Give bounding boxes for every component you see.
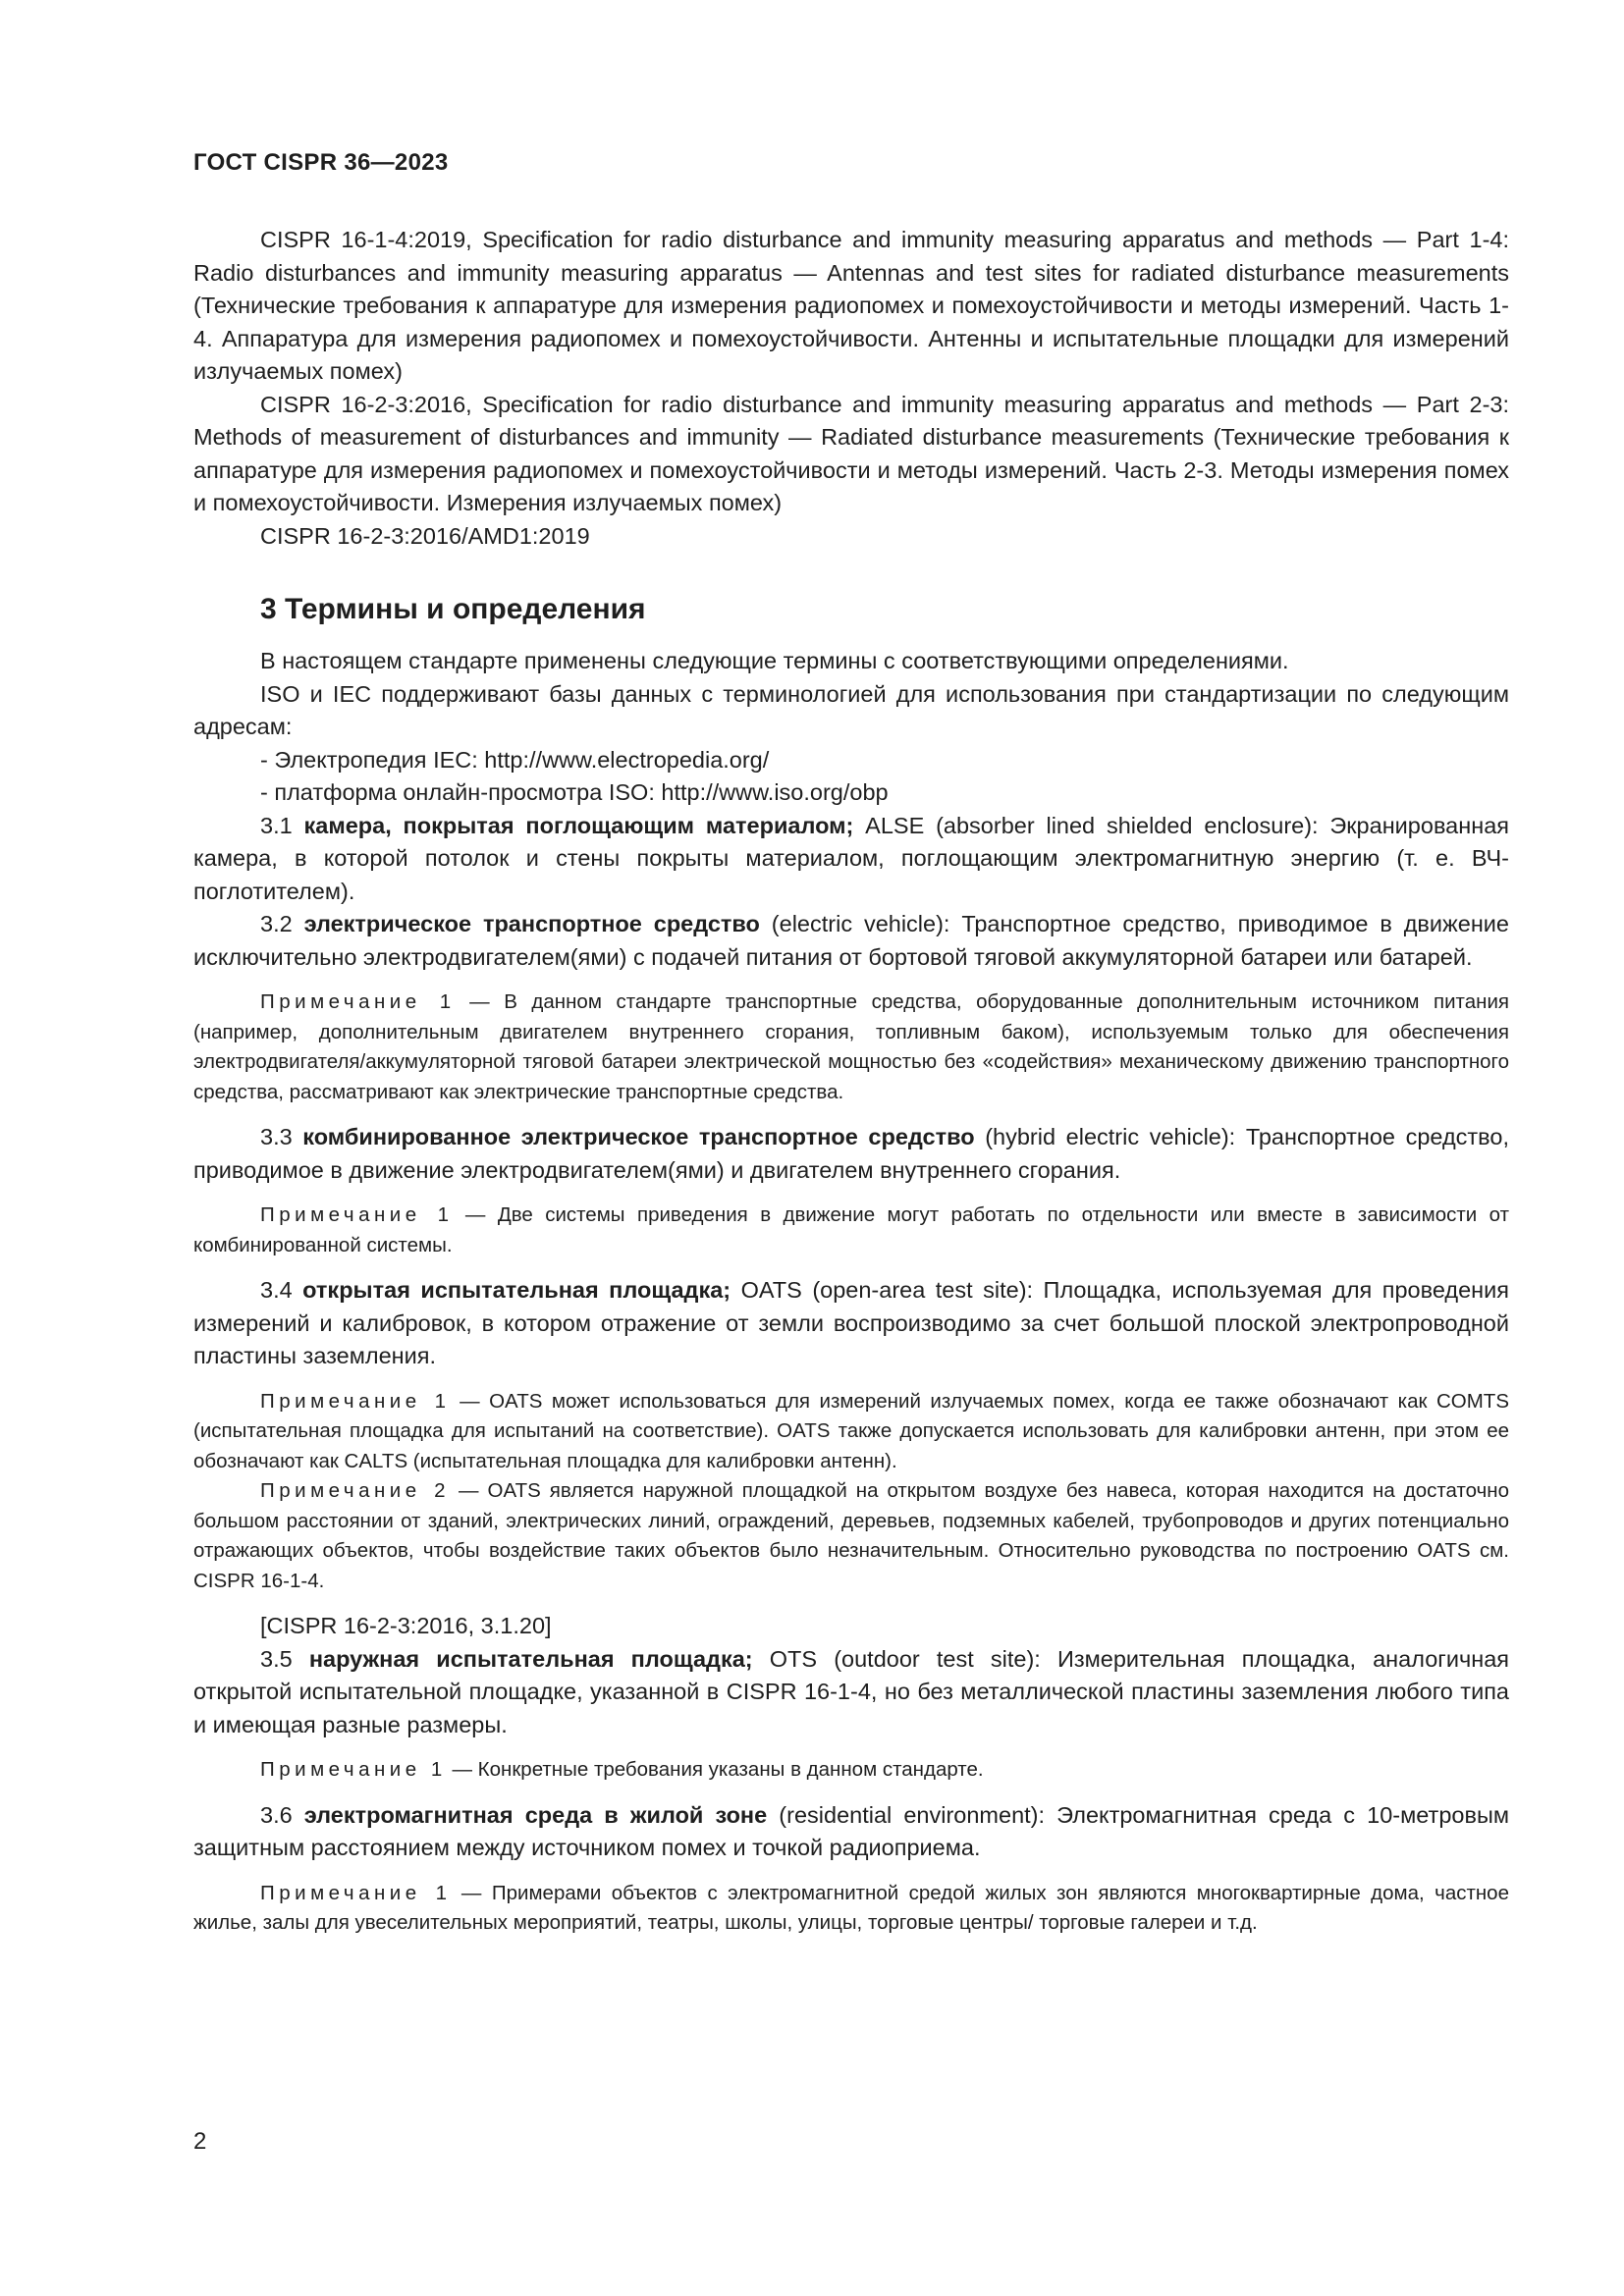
note-text: — Конкретные требования указаны в данном стандарте. — [446, 1758, 984, 1781]
term-number: 3.4 — [260, 1277, 303, 1303]
note-label: Примечание 1 — [260, 1758, 447, 1781]
page-content — [193, 224, 1509, 1939]
reference-cispr-16-2-3: CISPR 16-2-3:2016, Specification for radio disturbance and immunity measuring apparatus and methods — Part 2-3: Methods of measurement of disturbances and immunity — Radiated disturbance measurements (Технические требования к аппаратуре для измерения радиопомех и помехоустойчивости и методы измерений. Часть 2-3. Методы измерения помех и помехоустойчивости. Измерения излучаемых помех) — [193, 391, 1509, 515]
note-text: — Две системы приведения в движение могут работать по отдельности или вместе в зависимости от комбинированной системы. — [193, 1203, 1509, 1256]
term-name: электрическое транспортное средство — [303, 911, 760, 936]
note-label: Примечание 2 — [260, 1479, 451, 1502]
term-3-6 — [193, 1799, 1509, 1865]
note-text: — OATS является наружной площадкой на открытом воздухе без навеса, которая находится на достаточно большом расстоянии от зданий, электрических линий, ограждений, деревьев, подземных кабелей, трубопроводов и других потенциально отражающих объектов, чтобы воздействие таких объектов было незначительным. Относительно руководства по построению OATS см. CISPR 16-1-4. — [193, 1479, 1509, 1592]
term-number: 3.1 — [260, 812, 304, 838]
note-text: — В данном стандарте транспортные средства, оборудованные дополнительным источником питания (например, дополнительным двигателем внутреннего сгорания, топливным баком), используемым только для обеспечения электродвигателя/аккумуляторной тяговой батареи электрической мощностью без «содействия» механическому движению транспортного средства, рассматривают как электрические транспортные средства. — [193, 990, 1509, 1103]
term-number: 3.3 — [260, 1124, 303, 1149]
term-3-4-source: [CISPR 16-2-3:2016, 3.1.20] — [260, 1613, 552, 1638]
section-title: 3 Термины и определения — [260, 593, 646, 625]
term-name: электромагнитная среда в жилой зоне — [303, 1801, 768, 1828]
note-text: — OATS может использоваться для измерений излучаемых помех, когда ее также обозначают как COMTS (испытательная площадка для испытаний на соответствие). OATS также допускается использовать для калибровки антенн, при этом ее обозначают как CALTS (испытательная площадка для калибровки антенн). — [193, 1389, 1509, 1472]
term-definition: OTS (outdoor test site): Измерительная площадка, аналогичная открытой испытательной площадке, указанной в CISPR 16-1-4, но без металлической пластины заземления любого типа и имеющая разные размеры. — [193, 1645, 1509, 1737]
section-intro-link-iso-obp: - платформа онлайн-просмотра ISO: http://www.iso.org/obp — [260, 779, 889, 805]
term-number: 3.5 — [260, 1645, 309, 1672]
section-intro-databases: ISO и IEC поддерживают базы данных с терминологией для использования при стандартизации по следующим адресам: — [193, 680, 1509, 739]
note-label: Примечание 1 — [260, 1203, 454, 1226]
note-label: Примечание 1 — [260, 1389, 451, 1413]
section-intro-link-electropedia: - Электропедия IEC: http://www.electropedia.org/ — [260, 746, 770, 773]
term-definition: (hybrid electric vehicle): Транспортное средство, приводимое в движение электродвигателем(ями) и двигателем внутреннего сгорания. — [193, 1124, 1509, 1183]
term-definition: OATS (open-area test site): Площадка, используемая для проведения измерений и калибровок, в котором отражение от земли воспроизводимо за счет большой плоской электропроводной пластины заземления. — [193, 1277, 1509, 1368]
term-3-6-note-1 — [193, 1879, 1509, 1939]
note-label: Примечание 1 — [260, 990, 456, 1013]
reference-cispr-16-2-3-amd1: CISPR 16-2-3:2016/AMD1:2019 — [260, 522, 590, 549]
term-3-3 — [193, 1121, 1509, 1187]
term-3-4-note-2 — [193, 1476, 1509, 1596]
term-3-3-note-1 — [193, 1201, 1509, 1260]
note-text: — Примерами объектов с электромагнитной средой жилых зон являются многоквартирные дома, частное жилье, залы для увеселительных мероприятий, театры, школы, улицы, торговые центры/ торговые галереи и т.д. — [193, 1881, 1509, 1934]
section-intro: В настоящем стандарте применены следующие термины с соответствующими определениями. — [260, 648, 1289, 673]
term-name: камера, покрытая поглощающим материалом; — [303, 812, 854, 838]
term-3-2-note-1 — [193, 988, 1509, 1107]
term-name: комбинированное электрическое транспортное средство — [302, 1124, 975, 1149]
reference-cispr-16-1-4: CISPR 16-1-4:2019, Specification for radio disturbance and immunity measuring apparatus and methods — Part 1-4: Radio disturbances and immunity measuring apparatus — Antennas and test sites for radiated disturbance measurements (Технические требования к аппаратуре для измерения радиопомех и помехоустойчивости и методы измерений. Часть 1-4. Аппаратура для измерения радиопомех и помехоустойчивости. Антенны и испытательные площадки для измерений излучаемых помех) — [193, 227, 1509, 384]
term-name: открытая испытательная площадка; — [302, 1277, 731, 1303]
term-name: наружная испытательная площадка; — [308, 1645, 753, 1672]
term-3-5 — [193, 1643, 1509, 1742]
term-3-1 — [193, 810, 1509, 909]
term-3-4-note-1 — [193, 1387, 1509, 1477]
page-number: 2 — [193, 2128, 207, 2155]
note-label: Примечание 1 — [260, 1881, 452, 1904]
term-definition: (residential environment): Электромагнитная среда с 10-метровым защитным расстоянием между источником помех и точкой радиоприема. — [193, 1801, 1509, 1860]
term-definition: ALSE (absorber lined shielded enclosure): Экранированная камера, в которой потолок и стены покрыты материалом, поглощающим электромагнитную энергию (т. е. ВЧ-поглотителем). — [193, 812, 1509, 904]
term-number: 3.6 — [260, 1801, 304, 1828]
term-3-5-note-1 — [193, 1755, 1509, 1786]
term-number: 3.2 — [260, 911, 304, 936]
term-definition: (electric vehicle): Транспортное средство, приводимое в движение исключительно электродвигателем(ями) с подачей питания от бортовой тяговой аккумуляторной батареи или батарей. — [193, 911, 1510, 970]
term-3-2 — [193, 908, 1509, 974]
term-3-4 — [193, 1274, 1509, 1373]
running-title: ГОСТ CISPR 36—2023 — [193, 149, 449, 176]
